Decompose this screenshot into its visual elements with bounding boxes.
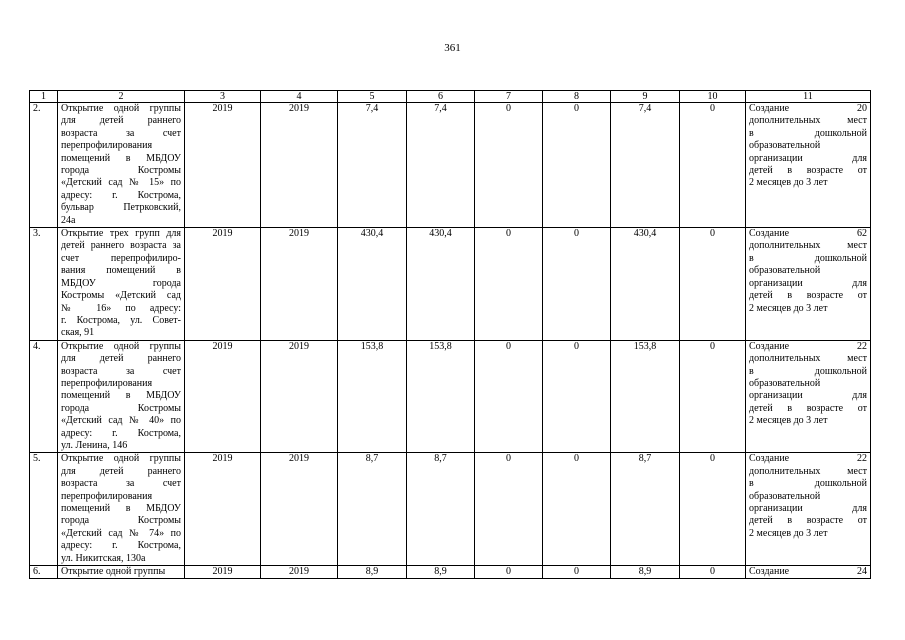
cell-c4: 2019 [261,103,338,228]
expected-result [746,453,871,566]
row-number: 5. [30,453,58,566]
measure-description [58,566,185,579]
measures-table [29,90,871,579]
expected-result [746,566,871,579]
description-line: «Детский сад № 15» по [61,177,181,189]
column-header: 6 [407,91,475,103]
cell-c4: 2019 [261,566,338,579]
result-line: в дошкольной [749,478,867,490]
description-line: города Костромы [61,165,181,177]
result-line: дополнительных мест [749,240,867,252]
table-body [30,103,871,579]
description-line: перепрофилирования [61,140,153,152]
column-header: 8 [543,91,611,103]
column-header: 3 [185,91,261,103]
cell-c10: 0 [680,103,746,228]
cell-c5: 153,8 [338,340,407,453]
cell-c6: 8,9 [407,566,475,579]
cell-c8: 0 [543,453,611,566]
cell-c8: 0 [543,103,611,228]
cell-c6: 153,8 [407,340,475,453]
description-line: счет перепрофилиро- [61,252,181,264]
description-line: ул. Никитская, 130а [61,552,146,564]
cell-c7: 0 [475,228,543,341]
measure-description [58,453,185,566]
description-line: Открытие одной группы [61,340,181,352]
description-line: бульвар Петрковский, [61,202,181,214]
description-line: № 16» по адресу: [61,302,181,314]
column-header: 4 [261,91,338,103]
column-header: 5 [338,91,407,103]
cell-c7: 0 [475,566,543,579]
result-line: в дошкольной [749,127,867,139]
table-row [30,228,871,341]
expected-result [746,228,871,341]
description-line: ул. Ленина, 146 [61,439,128,451]
column-header: 11 [746,91,871,103]
result-line: дополнительных мест [749,465,867,477]
description-line: МБДОУ города [61,277,181,289]
cell-c9: 7,4 [611,103,680,228]
result-line: дополнительных мест [749,353,867,365]
column-header: 10 [680,91,746,103]
result-line: Создание 24 [749,566,867,578]
result-line: Создание 22 [749,340,867,352]
description-line: помещений в МБДОУ [61,152,181,164]
result-line: организации для [749,152,867,164]
description-line: адресу: г. Кострома, [61,540,181,552]
description-line: вания помещений в [61,265,181,277]
result-line: образовательной [749,265,821,277]
cell-c9: 8,7 [611,453,680,566]
description-line: г. Кострома, ул. Совет- [61,314,181,326]
cell-c7: 0 [475,103,543,228]
result-line: в дошкольной [749,252,867,264]
cell-c9: 153,8 [611,340,680,453]
description-line: 24а [61,214,76,226]
description-line: «Детский сад № 74» по [61,527,181,539]
cell-c5: 8,7 [338,453,407,566]
expected-result [746,340,871,453]
column-header: 2 [58,91,185,103]
description-line: возраста за счет [61,365,181,377]
result-line: образовательной [749,140,821,152]
result-line: образовательной [749,377,821,389]
row-number: 3. [30,228,58,341]
result-line: детей в возрасте от [749,165,867,177]
cell-c4: 2019 [261,228,338,341]
result-line: в дошкольной [749,365,867,377]
description-line: адресу: г. Кострома, [61,189,181,201]
result-line: детей в возрасте от [749,402,867,414]
result-line: 2 месяцев до 3 лет [749,415,828,427]
cell-c3: 2019 [185,566,261,579]
cell-c7: 0 [475,340,543,453]
cell-c5: 8,9 [338,566,407,579]
cell-c3: 2019 [185,228,261,341]
result-line: дополнительных мест [749,115,867,127]
measure-description [58,340,185,453]
cell-c5: 430,4 [338,228,407,341]
cell-c4: 2019 [261,340,338,453]
description-line: детей раннего возраста за [61,240,181,252]
result-line: детей в возрасте от [749,290,867,302]
table-row [30,566,871,579]
result-line: Создание 22 [749,453,867,465]
cell-c6: 7,4 [407,103,475,228]
measure-description [58,103,185,228]
cell-c10: 0 [680,340,746,453]
description-line: возраста за счет [61,478,181,490]
description-line: для детей раннего [61,115,181,127]
cell-c7: 0 [475,453,543,566]
result-line: Создание 62 [749,228,867,240]
row-number: 2. [30,103,58,228]
description-line: помещений в МБДОУ [61,390,181,402]
row-number: 6. [30,566,58,579]
description-line: города Костромы [61,402,181,414]
description-line: адресу: г. Кострома, [61,427,181,439]
description-line: ская, 91 [61,327,95,339]
description-line: «Детский сад № 40» по [61,415,181,427]
cell-c4: 2019 [261,453,338,566]
description-line: перепрофилирования [61,377,153,389]
cell-c8: 0 [543,228,611,341]
description-line: Открытие одной группы [61,453,181,465]
cell-c3: 2019 [185,103,261,228]
header-row [30,91,871,103]
table-row [30,453,871,566]
result-line: Создание 20 [749,103,867,114]
column-header: 9 [611,91,680,103]
cell-c8: 0 [543,340,611,453]
cell-c3: 2019 [185,340,261,453]
result-line: организации для [749,277,867,289]
table-row [30,340,871,453]
cell-c9: 430,4 [611,228,680,341]
cell-c10: 0 [680,566,746,579]
cell-c8: 0 [543,566,611,579]
description-line: перепрофилирования [61,490,153,502]
cell-c6: 430,4 [407,228,475,341]
column-header: 1 [30,91,58,103]
description-line: Открытие одной группы [61,566,166,578]
description-line: для детей раннего [61,465,181,477]
row-number: 4. [30,340,58,453]
table-row [30,103,871,228]
result-line: 2 месяцев до 3 лет [749,527,828,539]
result-line: 2 месяцев до 3 лет [749,302,828,314]
description-line: помещений в МБДОУ [61,503,181,514]
result-line: организации для [749,390,867,402]
result-line: 2 месяцев до 3 лет [749,177,828,189]
cell-c3: 2019 [185,453,261,566]
cell-c10: 0 [680,228,746,341]
cell-c5: 7,4 [338,103,407,228]
description-line: Костромы «Детский сад [61,290,181,302]
description-line: Открытие трех групп для [61,228,181,240]
result-line: организации для [749,503,867,514]
cell-c9: 8,9 [611,566,680,579]
description-line: возраста за счет [61,127,181,139]
cell-c6: 8,7 [407,453,475,566]
measure-description [58,228,185,341]
page-number: 361 [444,42,461,54]
result-line: образовательной [749,490,821,502]
description-line: Открытие одной группы [61,103,181,114]
cell-c10: 0 [680,453,746,566]
column-header: 7 [475,91,543,103]
result-line: детей в возрасте от [749,515,867,527]
expected-result [746,103,871,228]
description-line: для детей раннего [61,353,181,365]
description-line: города Костромы [61,515,181,527]
